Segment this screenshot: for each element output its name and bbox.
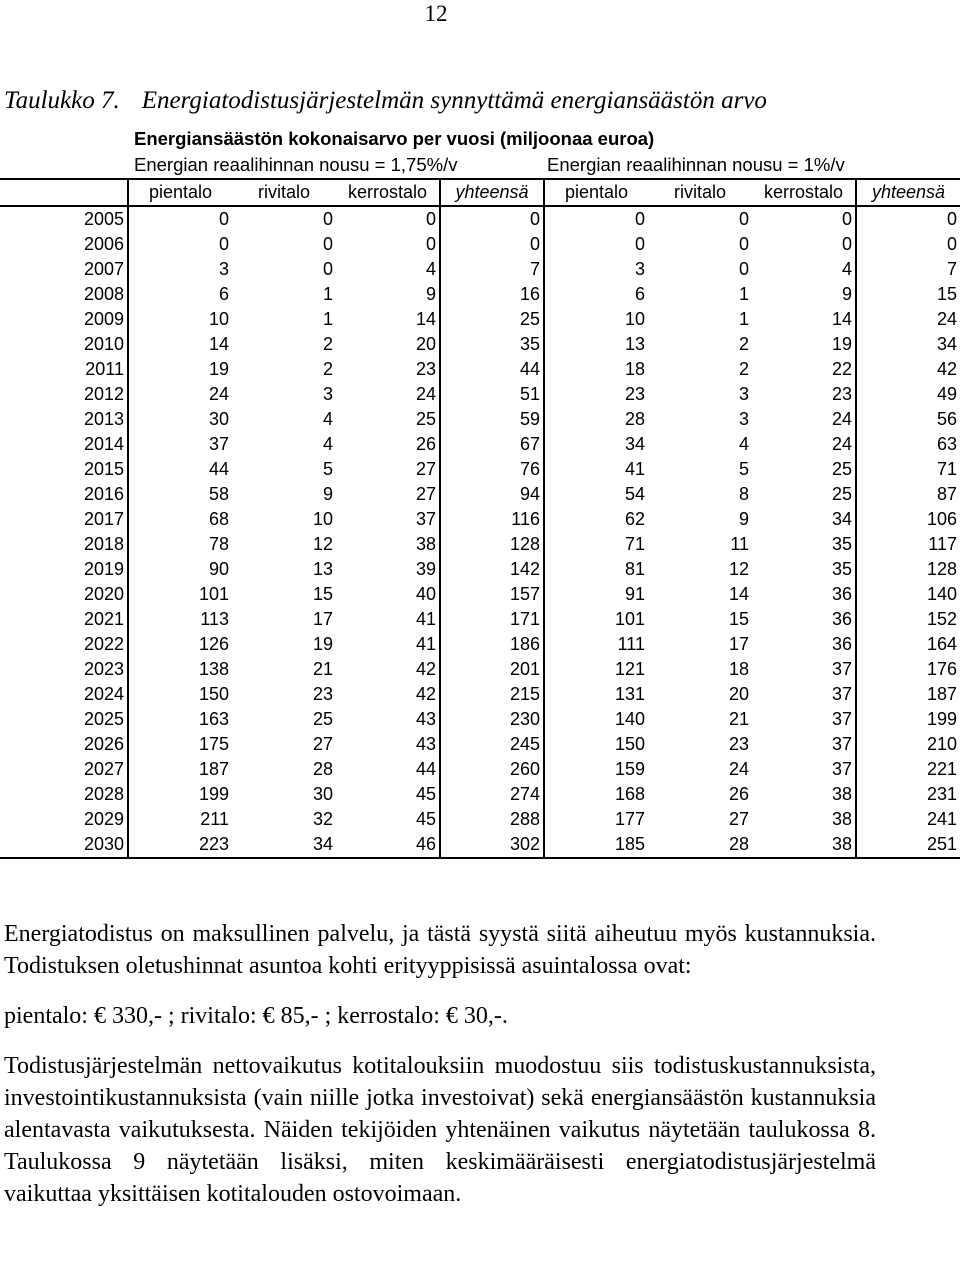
value-cell: 211 xyxy=(200,809,229,829)
value-cell: 199 xyxy=(856,707,960,732)
value-cell: 63 xyxy=(856,432,960,457)
value-cell: 4 xyxy=(322,409,333,429)
table-caption-title: Energiatodistusjärjestelmän synnyttämä energiansäästön arvo xyxy=(141,87,767,114)
value-cell: 25 xyxy=(831,484,852,504)
value-cell: 91 xyxy=(544,582,648,607)
value-cell: 288 xyxy=(440,807,544,832)
value-cell: 241 xyxy=(856,807,960,832)
value-cell: 21 xyxy=(728,709,749,729)
value-cell: 13 xyxy=(544,332,648,357)
value-cell: 210 xyxy=(856,732,960,757)
value-cell: 2 xyxy=(322,334,333,354)
table-row xyxy=(0,432,960,457)
value-cell: 38 xyxy=(415,534,436,554)
scenario-a-heading: Energian reaalihinnan nousu = 1,75%/v xyxy=(134,154,458,175)
value-cell: 37 xyxy=(415,509,436,529)
value-cell: 18 xyxy=(728,659,749,679)
column-header: rivitalo xyxy=(648,179,752,206)
table-row xyxy=(0,357,960,382)
value-cell: 187 xyxy=(198,759,229,779)
value-cell: 23 xyxy=(544,382,648,407)
value-cell: 150 xyxy=(544,732,648,757)
value-cell: 3 xyxy=(322,384,333,404)
value-cell: 24 xyxy=(831,434,852,454)
value-cell: 24 xyxy=(415,384,436,404)
value-cell: 78 xyxy=(208,534,229,554)
value-cell: 25 xyxy=(312,709,333,729)
value-cell: 152 xyxy=(856,607,960,632)
value-cell: 41 xyxy=(415,609,436,629)
value-cell: 15 xyxy=(728,609,749,629)
value-cell: 1 xyxy=(322,284,333,304)
year-cell: 2009 xyxy=(0,307,128,332)
value-cell: 37 xyxy=(831,709,852,729)
value-cell: 0 xyxy=(322,209,333,229)
year-cell: 2016 xyxy=(0,482,128,507)
value-cell: 41 xyxy=(544,457,648,482)
paragraph: pientalo: € 330,- ; rivitalo: € 85,- ; kerrostalo: € 30,-. xyxy=(4,1003,508,1029)
table-row xyxy=(0,332,960,357)
value-cell: 26 xyxy=(728,784,749,804)
year-cell: 2015 xyxy=(0,457,128,482)
value-cell: 37 xyxy=(208,434,229,454)
year-cell: 2030 xyxy=(0,832,128,858)
value-cell: 24 xyxy=(728,759,749,779)
value-cell: 128 xyxy=(856,557,960,582)
value-cell: 140 xyxy=(856,582,960,607)
year-cell: 2017 xyxy=(0,507,128,532)
value-cell: 159 xyxy=(544,757,648,782)
table-row xyxy=(0,532,960,557)
page-number: 12 xyxy=(424,1,448,26)
value-cell: 1 xyxy=(738,284,749,304)
table-caption xyxy=(4,86,767,116)
table-row xyxy=(0,206,960,232)
value-cell: 27 xyxy=(415,484,436,504)
year-cell: 2019 xyxy=(0,557,128,582)
value-cell: 56 xyxy=(856,407,960,432)
year-cell: 2024 xyxy=(0,682,128,707)
value-cell: 14 xyxy=(208,334,229,354)
value-cell: 14 xyxy=(831,309,852,329)
value-cell: 9 xyxy=(841,284,852,304)
year-cell: 2005 xyxy=(0,206,128,232)
value-cell: 71 xyxy=(856,457,960,482)
value-cell: 35 xyxy=(831,534,852,554)
value-cell: 171 xyxy=(440,607,544,632)
value-cell: 12 xyxy=(312,534,333,554)
value-cell: 1 xyxy=(738,309,749,329)
value-cell: 38 xyxy=(831,784,852,804)
value-cell: 49 xyxy=(856,382,960,407)
value-cell: 0 xyxy=(425,209,436,229)
value-cell: 8 xyxy=(738,484,749,504)
value-cell: 17 xyxy=(728,634,749,654)
value-cell: 23 xyxy=(415,359,436,379)
value-cell: 20 xyxy=(728,684,749,704)
table-row xyxy=(0,382,960,407)
value-cell: 37 xyxy=(831,684,852,704)
value-cell: 45 xyxy=(415,784,436,804)
year-cell: 2023 xyxy=(0,657,128,682)
value-cell: 27 xyxy=(728,809,749,829)
value-cell: 0 xyxy=(841,234,852,254)
value-cell: 43 xyxy=(415,734,436,754)
paragraph: Todistusjärjestelmän nettovaikutus kotitalouksiin muodostuu siis todistuskustannuksista, investointikustannuksista (vain niille jotka investoivat) sekä energiansäästön kustannuksia alentavasta vaikutuksesta. Näiden tekijöiden yhtenäinen vaikutus näytetään taulukossa 8. Taulukossa 9 näytetään lisäksi, miten keskimääräisesti energiatodistusjärjestelmä vaikuttaa yksittäisen kotitalouden ostovoimaan. xyxy=(4,1053,876,1207)
column-header: kerrostalo xyxy=(752,179,856,206)
table-row xyxy=(0,282,960,307)
value-cell: 68 xyxy=(208,509,229,529)
value-cell: 19 xyxy=(831,334,852,354)
value-cell: 12 xyxy=(728,559,749,579)
value-cell: 157 xyxy=(440,582,544,607)
value-cell: 46 xyxy=(336,832,440,858)
year-cell: 2010 xyxy=(0,332,128,357)
value-cell: 0 xyxy=(738,234,749,254)
value-cell: 0 xyxy=(322,234,333,254)
value-cell: 43 xyxy=(415,709,436,729)
year-cell: 2008 xyxy=(0,282,128,307)
value-cell: 2 xyxy=(738,359,749,379)
table-row xyxy=(0,732,960,757)
value-cell: 26 xyxy=(415,434,436,454)
value-cell: 2 xyxy=(738,334,749,354)
value-cell: 13 xyxy=(312,559,333,579)
year-cell: 2013 xyxy=(0,407,128,432)
column-header: yhteensä xyxy=(856,179,960,206)
table-row xyxy=(0,757,960,782)
value-cell: 302 xyxy=(440,832,544,858)
column-header: yhteensä xyxy=(440,179,544,206)
value-cell: 231 xyxy=(856,782,960,807)
value-cell: 142 xyxy=(440,557,544,582)
year-cell: 2022 xyxy=(0,632,128,657)
value-cell: 126 xyxy=(198,634,229,654)
value-cell: 251 xyxy=(856,832,960,858)
value-cell: 23 xyxy=(312,684,333,704)
value-cell: 0 xyxy=(322,259,333,279)
value-cell: 111 xyxy=(544,632,648,657)
table-row xyxy=(0,557,960,582)
value-cell: 14 xyxy=(415,309,436,329)
value-cell: 28 xyxy=(544,407,648,432)
value-cell: 5 xyxy=(738,459,749,479)
value-cell: 24 xyxy=(208,384,229,404)
value-cell: 42 xyxy=(415,684,436,704)
value-cell: 1 xyxy=(322,309,333,329)
value-cell: 0 xyxy=(841,209,852,229)
value-cell: 101 xyxy=(544,607,648,632)
table-row xyxy=(0,657,960,682)
value-cell: 19 xyxy=(208,359,229,379)
table-row xyxy=(0,407,960,432)
table-row xyxy=(0,257,960,282)
value-cell: 187 xyxy=(856,682,960,707)
value-cell: 25 xyxy=(415,409,436,429)
value-cell: 44 xyxy=(208,459,229,479)
value-cell: 164 xyxy=(856,632,960,657)
value-cell: 2 xyxy=(322,359,333,379)
value-cell: 39 xyxy=(415,559,436,579)
value-cell: 87 xyxy=(856,482,960,507)
year-cell: 2011 xyxy=(0,357,128,382)
value-cell: 27 xyxy=(312,734,333,754)
table-header-row xyxy=(0,179,960,206)
value-cell: 42 xyxy=(415,659,436,679)
value-cell: 81 xyxy=(544,557,648,582)
table-row xyxy=(0,507,960,532)
value-cell: 230 xyxy=(440,707,544,732)
value-cell: 35 xyxy=(831,559,852,579)
value-cell: 201 xyxy=(440,657,544,682)
table-title: Energiansäästön kokonaisarvo per vuosi (miljoonaa euroa) xyxy=(134,128,655,149)
value-cell: 3 xyxy=(218,259,229,279)
value-cell: 28 xyxy=(648,832,752,858)
table-row xyxy=(0,582,960,607)
value-cell: 117 xyxy=(856,532,960,557)
year-cell: 2020 xyxy=(0,582,128,607)
table-row xyxy=(0,782,960,807)
value-cell: 54 xyxy=(544,482,648,507)
year-cell: 2007 xyxy=(0,257,128,282)
column-header: pientalo xyxy=(544,179,648,206)
table-row xyxy=(0,632,960,657)
value-cell: 186 xyxy=(440,632,544,657)
table-row xyxy=(0,607,960,632)
value-cell: 140 xyxy=(544,707,648,732)
year-cell: 2018 xyxy=(0,532,128,557)
value-cell: 106 xyxy=(856,507,960,532)
value-cell: 10 xyxy=(208,309,229,329)
value-cell: 18 xyxy=(544,357,648,382)
value-cell: 9 xyxy=(322,484,333,504)
value-cell: 113 xyxy=(200,609,229,629)
table-row xyxy=(0,707,960,732)
value-cell: 20 xyxy=(415,334,436,354)
year-cell: 2025 xyxy=(0,707,128,732)
value-cell: 10 xyxy=(544,307,648,332)
value-cell: 9 xyxy=(738,509,749,529)
value-cell: 131 xyxy=(544,682,648,707)
value-cell: 177 xyxy=(544,807,648,832)
value-cell: 185 xyxy=(544,832,648,858)
value-cell: 67 xyxy=(440,432,544,457)
table-caption-label: Taulukko 7. xyxy=(4,87,120,114)
value-cell: 62 xyxy=(544,507,648,532)
value-cell: 25 xyxy=(440,307,544,332)
table-row xyxy=(0,307,960,332)
value-cell: 10 xyxy=(312,509,333,529)
value-cell: 9 xyxy=(425,284,436,304)
value-cell: 215 xyxy=(440,682,544,707)
value-cell: 44 xyxy=(440,357,544,382)
table-row xyxy=(0,232,960,257)
value-cell: 28 xyxy=(312,759,333,779)
value-cell: 4 xyxy=(738,434,749,454)
value-cell: 44 xyxy=(415,759,436,779)
value-cell: 35 xyxy=(440,332,544,357)
year-cell: 2027 xyxy=(0,757,128,782)
value-cell: 34 xyxy=(232,832,336,858)
value-cell: 7 xyxy=(856,257,960,282)
value-cell: 37 xyxy=(831,759,852,779)
value-cell: 0 xyxy=(218,209,229,229)
column-header: rivitalo xyxy=(232,179,336,206)
value-cell: 0 xyxy=(440,206,544,232)
value-cell: 34 xyxy=(856,332,960,357)
value-cell: 245 xyxy=(440,732,544,757)
year-header-cell xyxy=(0,179,128,206)
year-cell: 2021 xyxy=(0,607,128,632)
value-cell: 0 xyxy=(856,206,960,232)
value-cell: 274 xyxy=(440,782,544,807)
value-cell: 36 xyxy=(831,584,852,604)
table-row xyxy=(0,482,960,507)
year-cell: 2012 xyxy=(0,382,128,407)
value-cell: 21 xyxy=(312,659,333,679)
scenario-b-heading: Energian reaalihinnan nousu = 1%/v xyxy=(547,154,845,175)
value-cell: 36 xyxy=(831,634,852,654)
value-cell: 23 xyxy=(728,734,749,754)
value-cell: 0 xyxy=(218,234,229,254)
value-cell: 3 xyxy=(738,409,749,429)
value-cell: 221 xyxy=(856,757,960,782)
value-cell: 90 xyxy=(208,559,229,579)
value-cell: 0 xyxy=(440,232,544,257)
value-cell: 101 xyxy=(198,584,229,604)
year-cell: 2028 xyxy=(0,782,128,807)
table-row xyxy=(0,682,960,707)
value-cell: 223 xyxy=(128,832,232,858)
value-cell: 4 xyxy=(841,259,852,279)
value-cell: 0 xyxy=(544,206,648,232)
value-cell: 150 xyxy=(198,684,229,704)
value-cell: 0 xyxy=(738,259,749,279)
value-cell: 71 xyxy=(544,532,648,557)
table-row xyxy=(0,807,960,832)
value-cell: 138 xyxy=(198,659,229,679)
value-cell: 121 xyxy=(544,657,648,682)
value-cell: 24 xyxy=(831,409,852,429)
table-row xyxy=(0,457,960,482)
value-cell: 32 xyxy=(312,809,333,829)
value-cell: 14 xyxy=(728,584,749,604)
table-row xyxy=(0,832,960,858)
value-cell: 7 xyxy=(440,257,544,282)
value-cell: 0 xyxy=(425,234,436,254)
value-cell: 36 xyxy=(831,609,852,629)
value-cell: 23 xyxy=(831,384,852,404)
value-cell: 0 xyxy=(856,232,960,257)
value-cell: 116 xyxy=(440,507,544,532)
value-cell: 5 xyxy=(322,459,333,479)
value-cell: 0 xyxy=(738,209,749,229)
value-cell: 175 xyxy=(198,734,229,754)
value-cell: 58 xyxy=(208,484,229,504)
value-cell: 37 xyxy=(831,734,852,754)
value-cell: 260 xyxy=(440,757,544,782)
value-cell: 24 xyxy=(856,307,960,332)
value-cell: 16 xyxy=(440,282,544,307)
value-cell: 163 xyxy=(198,709,229,729)
value-cell: 76 xyxy=(440,457,544,482)
value-cell: 4 xyxy=(425,259,436,279)
value-cell: 40 xyxy=(415,584,436,604)
value-cell: 94 xyxy=(440,482,544,507)
value-cell: 51 xyxy=(440,382,544,407)
value-cell: 3 xyxy=(544,257,648,282)
value-cell: 27 xyxy=(415,459,436,479)
paragraph: Energiatodistus on maksullinen palvelu, ja tästä syystä siitä aiheutuu myös kustannuksia. Todistuksen oletushinnat asuntoa kohti erityyppisissä asuintalossa ovat: xyxy=(4,921,876,979)
value-cell: 0 xyxy=(544,232,648,257)
value-cell: 4 xyxy=(322,434,333,454)
value-cell: 38 xyxy=(831,809,852,829)
value-cell: 37 xyxy=(831,659,852,679)
column-header: pientalo xyxy=(128,179,232,206)
value-cell: 30 xyxy=(208,409,229,429)
value-cell: 45 xyxy=(415,809,436,829)
value-cell: 199 xyxy=(198,784,229,804)
year-cell: 2026 xyxy=(0,732,128,757)
value-cell: 42 xyxy=(856,357,960,382)
value-cell: 38 xyxy=(752,832,856,858)
value-cell: 6 xyxy=(544,282,648,307)
value-cell: 30 xyxy=(312,784,333,804)
value-cell: 3 xyxy=(738,384,749,404)
value-cell: 128 xyxy=(440,532,544,557)
value-cell: 41 xyxy=(415,634,436,654)
value-cell: 17 xyxy=(312,609,333,629)
value-cell: 176 xyxy=(856,657,960,682)
year-cell: 2029 xyxy=(0,807,128,832)
value-cell: 15 xyxy=(856,282,960,307)
value-cell: 168 xyxy=(544,782,648,807)
savings-table xyxy=(0,178,960,859)
value-cell: 15 xyxy=(312,584,333,604)
column-header: kerrostalo xyxy=(336,179,440,206)
value-cell: 34 xyxy=(831,509,852,529)
value-cell: 11 xyxy=(730,534,749,554)
year-cell: 2014 xyxy=(0,432,128,457)
year-cell: 2006 xyxy=(0,232,128,257)
value-cell: 34 xyxy=(544,432,648,457)
value-cell: 59 xyxy=(440,407,544,432)
value-cell: 19 xyxy=(312,634,333,654)
value-cell: 22 xyxy=(831,359,852,379)
body-text xyxy=(4,918,876,1210)
value-cell: 6 xyxy=(218,284,229,304)
value-cell: 25 xyxy=(831,459,852,479)
